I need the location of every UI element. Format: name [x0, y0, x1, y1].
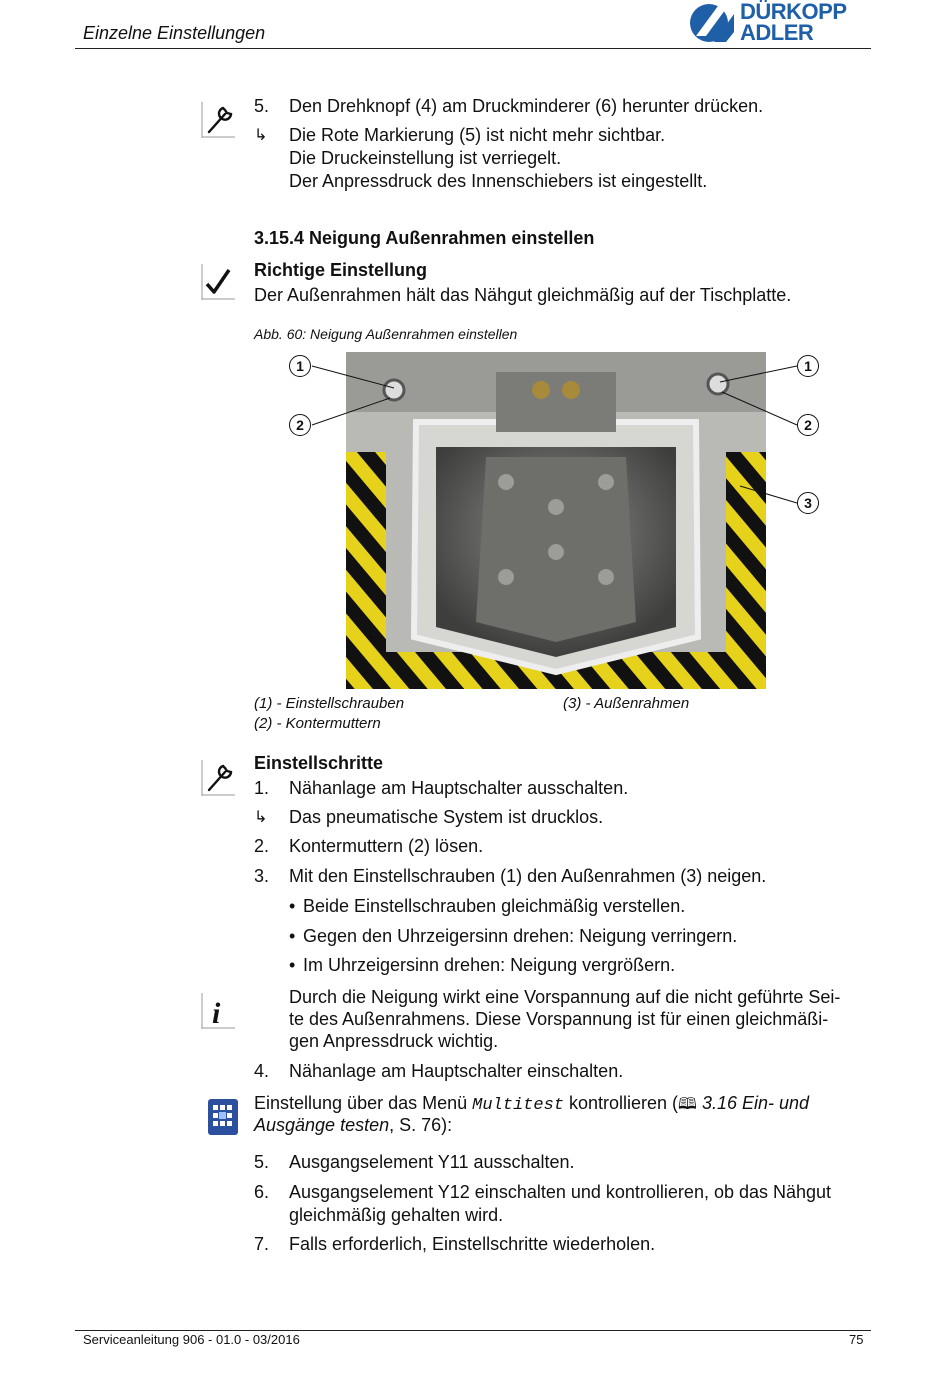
step-text: Falls erforderlich, Einstellschritte wiederholen.: [289, 1234, 656, 1254]
step-number: 6.: [254, 1182, 270, 1202]
footer-divider: [75, 1330, 871, 1331]
legend-item: (3) - Außenrahmen: [563, 695, 690, 712]
cross-reference-link[interactable]: 3.16 Ein- und: [701, 1093, 810, 1113]
legend-item: (1) - Einstellschrauben: [254, 695, 405, 712]
bullet-item: Gegen den Uhrzeigersinn drehen: Neigung verringern.: [303, 926, 738, 946]
brand-name-line1: DÜRKOPP: [740, 0, 847, 24]
step-text: Nähanlage am Hauptschalter einschalten.: [289, 1061, 624, 1081]
result-line: Die Rote Markierung (5) ist nicht mehr sichtbar.: [289, 125, 666, 145]
menu-name: Multitest: [472, 1096, 564, 1115]
section-heading: 3.15.4 Neigung Außenrahmen einstellen: [254, 228, 595, 248]
menu-instruction-line2: [254, 1114, 452, 1137]
brand-name-line2: ADLER: [740, 20, 814, 45]
info-icon: [201, 993, 235, 1029]
callout-3: 3: [797, 492, 819, 514]
step-text: Den Drehknopf (4) am Druckminderer (6) herunter drücken.: [289, 96, 764, 116]
callout-1-left: 1: [289, 355, 311, 377]
info-line: Durch die Neigung wirkt eine Vorspannung auf die nicht geführte Sei-: [289, 987, 841, 1007]
step-text: Nähanlage am Hauptschalter ausschalten.: [289, 778, 629, 798]
callout-1-right: 1: [797, 355, 819, 377]
correct-setting-text: Der Außenrahmen hält das Nähgut gleichmäßig auf der Tischplatte.: [254, 285, 792, 305]
callout-leader-lines: [0, 0, 950, 600]
book-icon: 🕮: [678, 1096, 697, 1113]
step-text: Ausgangselement Y12 einschalten und kontrollieren, ob das Nähgut: [289, 1182, 832, 1202]
bullet-dot-icon: •: [289, 955, 296, 975]
result-arrow-icon: ↳: [254, 127, 268, 144]
bullet-dot-icon: •: [289, 896, 296, 916]
wrench-icon: [201, 760, 235, 796]
callout-2-left: 2: [289, 414, 311, 436]
cross-reference-link[interactable]: Ausgänge testen: [254, 1115, 390, 1135]
page-number: 75: [849, 1332, 864, 1347]
svg-text:i: i: [212, 997, 221, 1029]
menu-mid: kontrollieren (: [569, 1093, 679, 1113]
result-arrow-icon: ↳: [254, 809, 268, 826]
step-number: 2.: [254, 836, 270, 856]
step-text: gleichmäßig gehalten wird.: [289, 1205, 504, 1225]
step-text: Kontermuttern (2) lösen.: [289, 836, 484, 856]
result-line: Der Anpressdruck des Innenschiebers ist eingestellt.: [289, 171, 708, 191]
info-line: te des Außenrahmens. Diese Vorspannung ist für einen gleichmäßi-: [289, 1009, 829, 1029]
result-line: Die Druckeinstellung ist verriegelt.: [289, 148, 562, 168]
bullet-item: Im Uhrzeigersinn drehen: Neigung vergrößern.: [303, 955, 676, 975]
figure-caption: Abb. 60: Neigung Außenrahmen einstellen: [254, 326, 518, 342]
step-number: 7.: [254, 1234, 270, 1254]
step-number: 5.: [254, 1152, 270, 1172]
step-number: 1.: [254, 778, 270, 798]
bullet-item: Beide Einstellschrauben gleichmäßig verstellen.: [303, 896, 686, 916]
steps-title: Einstellschritte: [254, 753, 384, 773]
step-number: 4.: [254, 1061, 270, 1081]
step-number: 3.: [254, 866, 270, 886]
step-text: Ausgangselement Y11 ausschalten.: [289, 1152, 575, 1172]
menu-suffix: , S. 76):: [389, 1115, 453, 1135]
step-number: 5.: [254, 96, 270, 116]
info-line: gen Anpressdruck wichtig.: [289, 1031, 499, 1051]
step-text: Mit den Einstellschrauben (1) den Außenrahmen (3) neigen.: [289, 866, 767, 886]
correct-setting-title: Richtige Einstellung: [254, 260, 428, 280]
legend-item: (2) - Kontermuttern: [254, 715, 381, 732]
bullet-dot-icon: •: [289, 926, 296, 946]
footer-document-id: Serviceanleitung 906 - 01.0 - 03/2016: [83, 1332, 300, 1347]
menu-prefix: Einstellung über das Menü: [254, 1093, 468, 1113]
control-panel-icon: [208, 1099, 238, 1135]
callout-2-right: 2: [797, 414, 819, 436]
result-line: Das pneumatische System ist drucklos.: [289, 807, 604, 827]
page-header-title: Einzelne Einstellungen: [83, 23, 266, 43]
